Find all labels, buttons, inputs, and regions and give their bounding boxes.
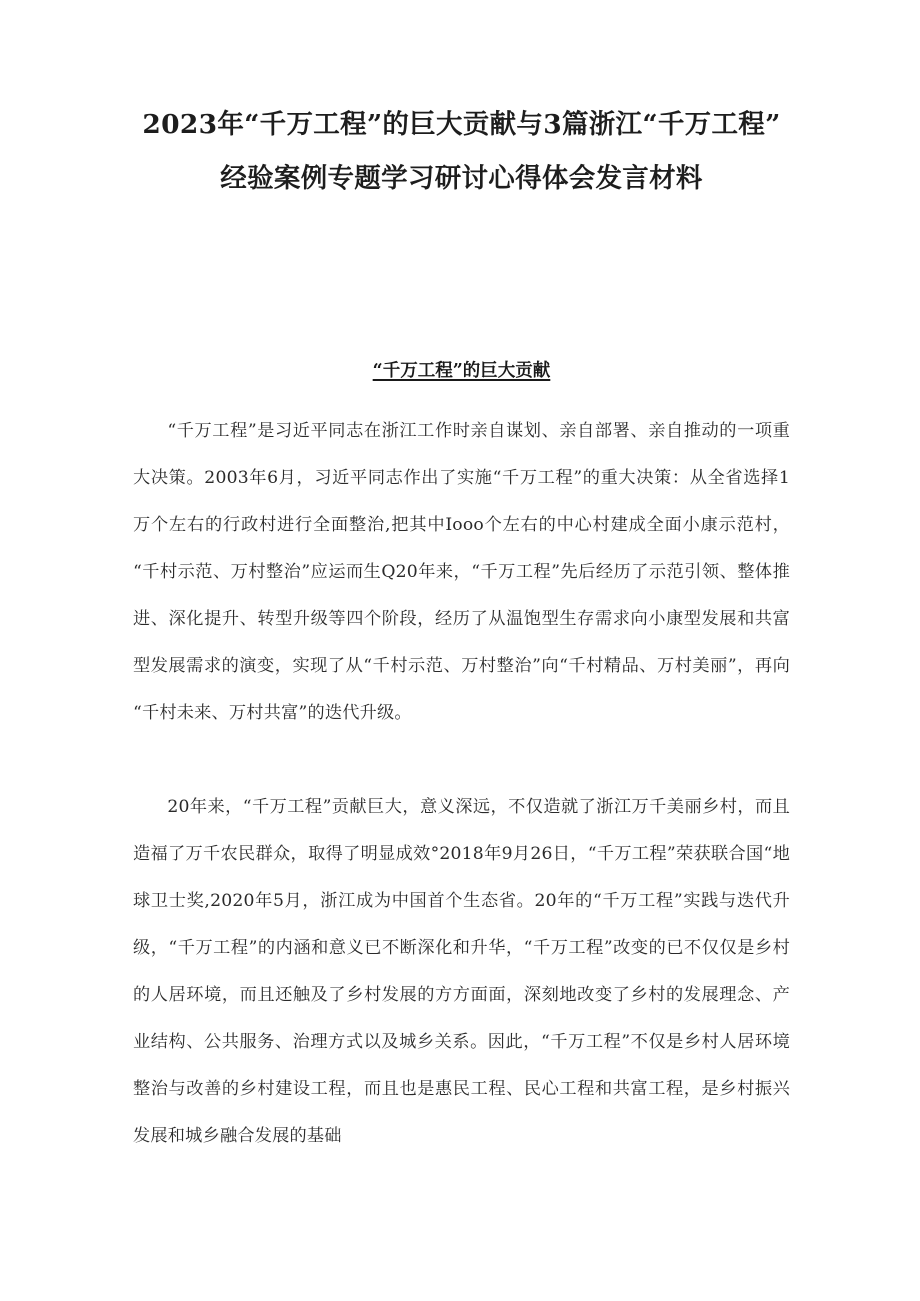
- section-heading-text: “千万工程”的巨大贡献: [372, 361, 551, 381]
- paragraph: 20年来，“千万工程”贡献巨大，意义深远，不仅造就了浙江万千美丽乡村，而且造福了万千农民群众，取得了明显成效°2018年9月26日，“千万工程”荣获联合国“地球卫士奖,2020年5月，浙江成为中国首个生态省。20年的“千万工程”实践与迭代升级，“千万工程”的内涵和意义已不断深化和升华，“千万工程”改变的已不仅仅是乡村的人居环境，而且还触及了乡村发展的方方面面，深刻地改变了乡村的发展理念、产业结构、公共服务、治理方式以及城乡关系。因此，“千万工程”不仅是乡村人居环境整治与改善的乡村建设工程，而且也是惠民工程、民心工程和共富工程，是乡村振兴发展和城乡融合发展的基础: [133, 797, 790, 1146]
- document-title: 2023年“千万工程”的巨大贡献与3篇浙江“千万工程”经验案例专题学习研讨心得体会发言材料: [142, 109, 781, 194]
- section-heading: [133, 206, 790, 384]
- document-body: [133, 384, 790, 1160]
- document-content-column: [133, 0, 790, 1160]
- paragraph: “千万工程”是习近平同志在浙江工作时亲自谋划、亲自部署、亲自推动的一项重大决策。2003年6月，习近平同志作出了实施“千万工程”的重大决策：从全省选择1万个左右的行政村进行全面整治,把其中Iooo个左右的中心村建成全面小康示范村，“千村示范、万村整治”应运而生Q20年来，“千万工程”先后经历了示范引领、整体推进、深化提升、转型升级等四个阶段，经历了从温饱型生存需求向小康型发展和共富型发展需求的演变，实现了从“千村示范、万村整治”向“千村精品、万村美丽”，再向“千村未来、万村共富”的迭代升级。: [133, 421, 790, 723]
